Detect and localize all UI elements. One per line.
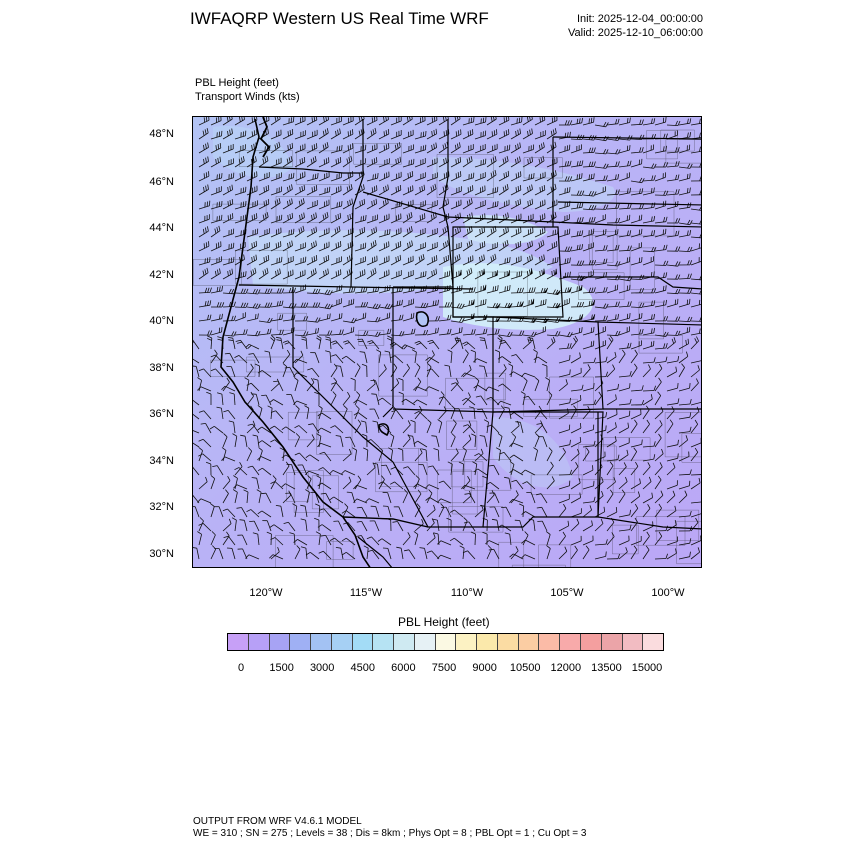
- valid-time: Valid: 2025-12-10_06:00:00: [568, 27, 703, 39]
- wind-label: Transport Winds (kts): [195, 91, 300, 103]
- colorbar-label: 10500: [509, 662, 541, 674]
- colorbar: [227, 633, 664, 651]
- colorbar-cell: [602, 634, 623, 650]
- colorbar-cell: [249, 634, 270, 650]
- colorbar-cell: [643, 634, 663, 650]
- colorbar-title: PBL Height (feet): [398, 615, 490, 629]
- colorbar-cell: [498, 634, 519, 650]
- map-plot: [193, 117, 702, 568]
- colorbar-cell: [581, 634, 602, 650]
- model-info-line1: OUTPUT FROM WRF V4.6.1 MODEL: [193, 816, 362, 827]
- lat-label-32n: 32°N: [149, 501, 174, 513]
- colorbar-label: 7500: [431, 662, 457, 674]
- colorbar-cell: [394, 634, 415, 650]
- colorbar-cell: [373, 634, 394, 650]
- colorbar-cell: [456, 634, 477, 650]
- lon-label-110w: 110°W: [450, 587, 484, 599]
- colorbar-cell: [270, 634, 291, 650]
- colorbar-cell: [539, 634, 560, 650]
- lat-label-40n: 40°N: [149, 315, 174, 327]
- lat-label-48n: 48°N: [149, 128, 174, 140]
- lat-label-38n: 38°N: [149, 362, 174, 374]
- lat-label-46n: 46°N: [149, 176, 174, 188]
- lat-label-44n: 44°N: [149, 222, 174, 234]
- lon-label-120w: 120°W: [249, 587, 283, 599]
- map-panel: [192, 116, 702, 568]
- init-time: Init: 2025-12-04_00:00:00: [577, 13, 703, 25]
- colorbar-cell: [353, 634, 374, 650]
- lat-label-42n: 42°N: [149, 269, 174, 281]
- colorbar-cell: [519, 634, 540, 650]
- main-title: IWFAQRP Western US Real Time WRF: [190, 9, 489, 28]
- colorbar-label: 4500: [350, 662, 376, 674]
- colorbar-cell: [228, 634, 249, 650]
- colorbar-cell: [290, 634, 311, 650]
- colorbar-label: 1500: [269, 662, 294, 674]
- lat-label-30n: 30°N: [149, 548, 174, 560]
- colorbar-label: 0: [237, 662, 245, 674]
- colorbar-cell: [560, 634, 581, 650]
- colorbar-label: 9000: [472, 662, 497, 674]
- colorbar-cell: [436, 634, 457, 650]
- colorbar-cell: [332, 634, 353, 650]
- lon-label-115w: 115°W: [349, 587, 383, 599]
- colorbar-label: 15000: [631, 662, 663, 674]
- colorbar-cell: [623, 634, 644, 650]
- lat-label-36n: 36°N: [149, 408, 174, 420]
- colorbar-label: 13500: [591, 662, 622, 674]
- colorbar-label: 6000: [391, 662, 416, 674]
- lon-label-100w: 100°W: [651, 587, 685, 599]
- colorbar-label: 3000: [309, 662, 335, 674]
- colorbar-label: 12000: [550, 662, 582, 674]
- colorbar-cell: [311, 634, 332, 650]
- colorbar-cell: [415, 634, 436, 650]
- lat-label-34n: 34°N: [149, 455, 174, 467]
- colorbar-cell: [477, 634, 498, 650]
- model-info-line2: WE = 310 ; SN = 275 ; Levels = 38 ; Dis = 8km ; Phys Opt = 8 ; PBL Opt = 1 ; Cu Opt = 3: [193, 828, 587, 839]
- field-label: PBL Height (feet): [195, 77, 279, 89]
- lon-label-105w: 105°W: [550, 587, 584, 599]
